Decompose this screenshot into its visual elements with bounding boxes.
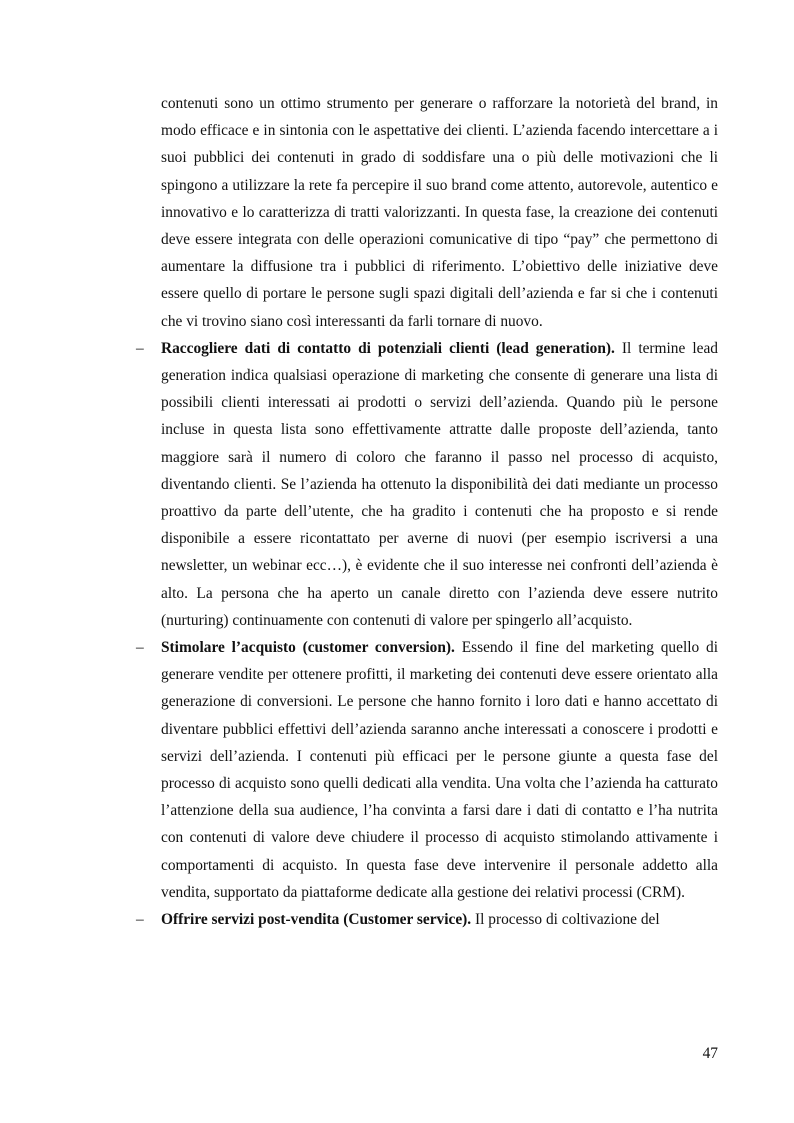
continuation-paragraph: contenuti sono un ottimo strumento per generare o rafforzare la notorietà del brand, in modo efficace e in sintonia con le aspettative dei clienti. L’azienda facendo intercettare a i suoi pubblici dei contenuti in grado di soddisfare una o più delle motivazioni che li spingono a utilizzare la rete fa percepire il suo brand come attento, autorevole, autentico e innovativo e lo caratterizza di tratti valorizzanti. In questa fase, la creazione dei contenuti deve essere integrata con delle operazioni comunicative di tipo “pay” che permettono di aumentare la diffusione tra i pubblici di riferimento. L’obiettivo delle iniziative deve essere quello di portare le persone sugli spazi digitali dell’azienda e far si che i contenuti che vi trovino siano così interessanti da farli tornare di nuovo. [161,95,718,330]
bullet-dash: – [136,911,144,929]
bullet-body: Il processo di coltivazione del [471,911,660,929]
bullet-heading: Offrire servizi post-vendita (Customer service). [161,911,472,929]
bullet-dash: – [136,639,144,657]
bullet-item-lead-generation [136,335,718,634]
bullet-body: Essendo il fine del marketing quello di generare vendite per ottenere profitti, il marketing dei contenuti deve essere orientato alla generazione di conversioni. Le persone che hanno fornito i loro dati e hanno accettato di diventare pubblici effettivi dell’azienda saranno anche interessati a conoscere i prodotti e servizi dell’azienda. I contenuti più efficaci per le persone giunte a questa fase del processo di acquisto sono quelli dedicati alla vendita. Una volta che l’azienda ha catturato l’attenzione della sua audience, l’ha convinta a farsi dare i dati di contatto e l’ha nutrita con contenuti di valore deve chiudere il processo di acquisto stimolando attivamente i comportamenti di acquisto. In questa fase deve intervenire il personale addetto alla vendita, supportato da piattaforme dedicate alla gestione dei relativi processi (CRM). [161,639,718,901]
bullet-heading: Raccogliere dati di contatto di potenziali clienti (lead generation). [161,339,615,357]
page-number: 47 [702,1045,718,1062]
bullet-item-customer-service [136,906,718,933]
bullet-body: Il termine lead generation indica qualsiasi operazione di marketing che consente di generare una lista di possibili clienti interessati ai prodotti o servizi dell’azienda. Quando più le persone incluse in questa lista sono effettivamente attratte dalle proposte dell’azienda, tanto maggiore sarà il numero di coloro che faranno il passo nel processo di acquisto, diventando clienti. Se l’azienda ha ottenuto la disponibilità dei dati mediante un processo proattivo da parte dell’utente, che ha gradito i contenuti che ha proposto e si rende disponibile a essere ricontattato per averne di nuovi (per esempio iscriversi a una newsletter, un webinar ecc…), è evidente che il suo interesse nei confronti dell’azienda è alto. La persona che ha aperto un canale diretto con l’azienda deve essere nutrito (nurturing) continuamente con contenuti di valore per spingerlo all’acquisto. [161,339,718,629]
bullet-item-customer-conversion [136,634,718,906]
bullet-heading: Stimolare l’acquisto (customer conversion). [161,639,455,657]
bullet-dash: – [136,339,144,357]
body-text [136,90,718,933]
